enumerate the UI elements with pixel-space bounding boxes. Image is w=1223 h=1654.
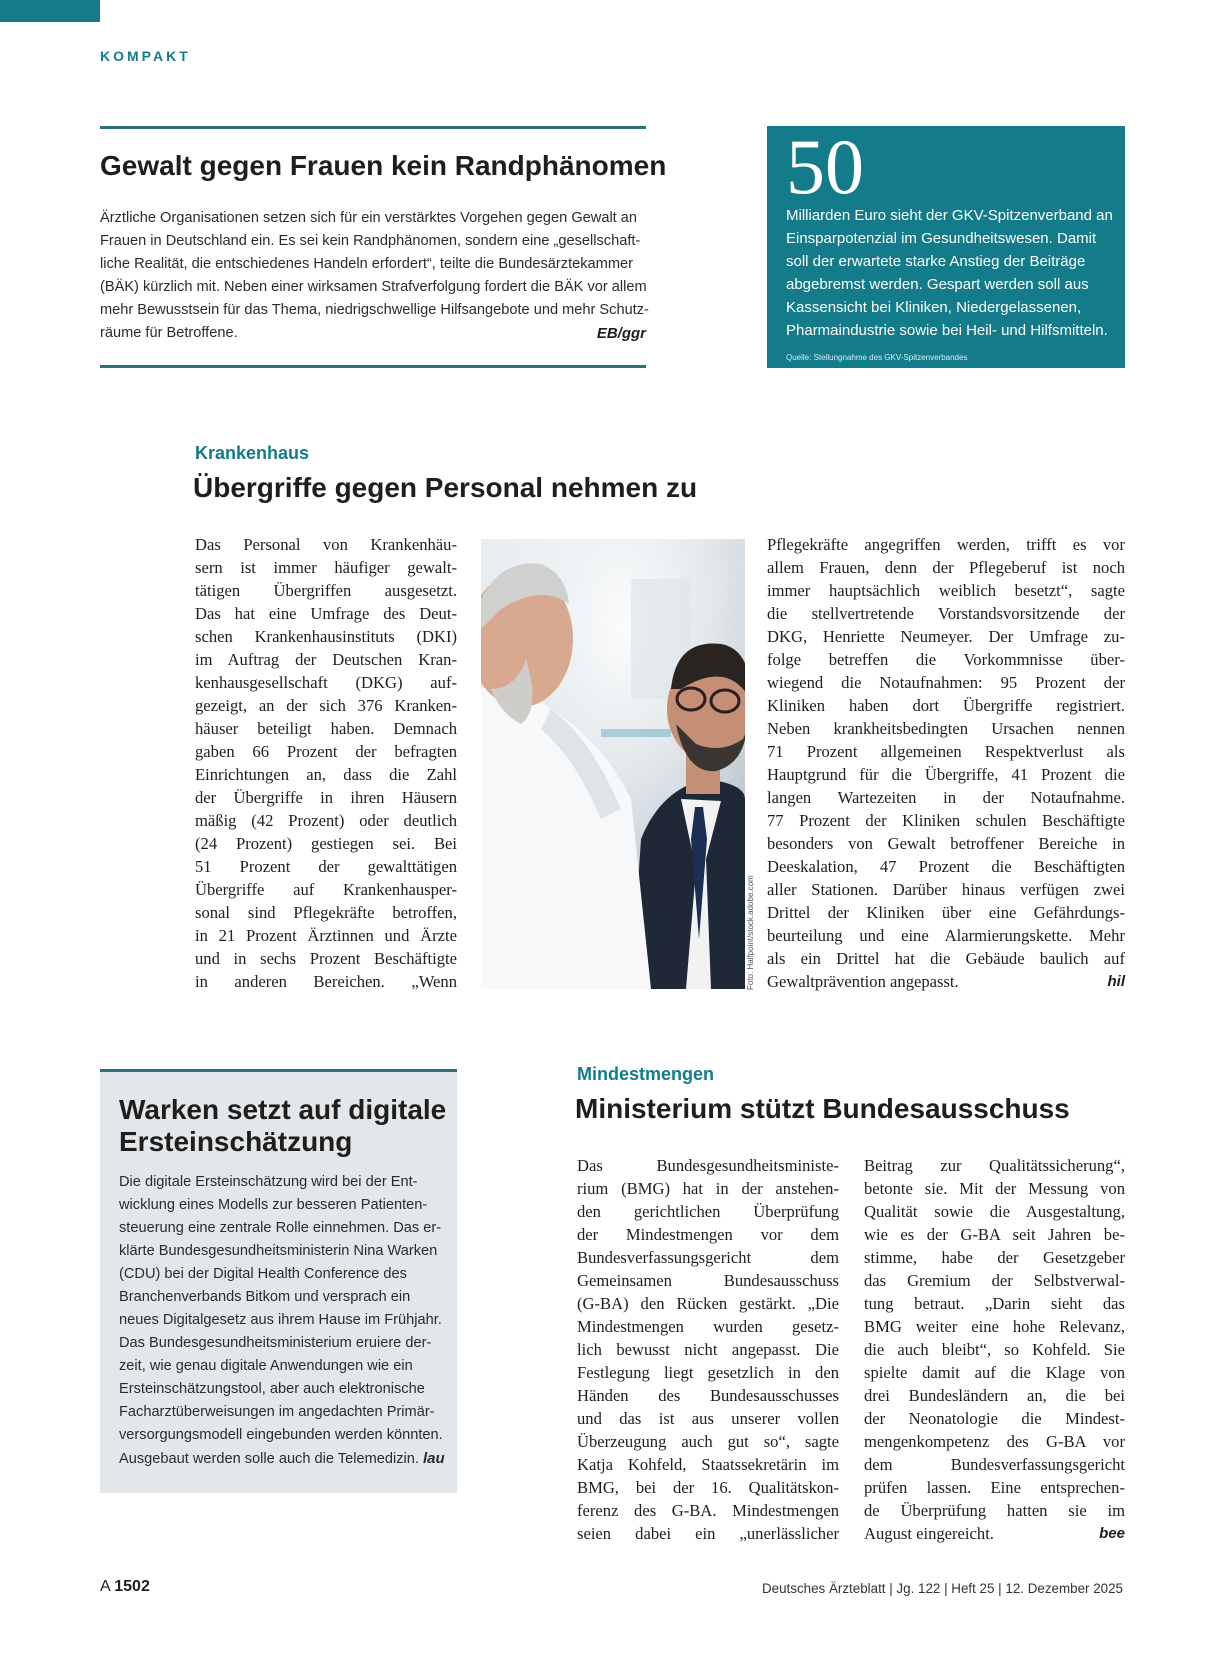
text-line: Beitrag zur Qualitätssicherung“, (864, 1156, 1125, 1175)
text-line: Kassensicht bei Kliniken, Niedergelassenen, (786, 299, 1082, 316)
text-line: gaben 66 Prozent der befragten (195, 742, 457, 761)
text-line: (24 Prozent) gestiegen sei. Bei (195, 834, 457, 853)
text-line: Branchenverbands Bitkom und versprach ein (119, 1289, 411, 1305)
text-line: mäßig (42 Prozent) oder deutlich (195, 811, 457, 830)
text-line: in 21 Prozent Ärztinnen und Ärzte (195, 926, 457, 945)
text-line: sern ist immer häufiger gewalt- (195, 558, 457, 577)
author-tag: hil (1107, 973, 1125, 990)
text-line: Einsparpotenzial im Gesundheitswesen. Damit (786, 230, 1097, 247)
text-line: sonal sind Pflegekräfte betroffen, (195, 903, 457, 922)
text-line: soll der erwartete starke Anstieg der Beiträge (786, 253, 1086, 270)
text-line: wiegend die Notaufnahmen: 95 Prozent der (767, 673, 1125, 692)
text-line: folge betreffen die Vorkommnisse über- (767, 650, 1125, 669)
page-number-value: 1502 (114, 1578, 150, 1595)
text-line: Drittel der Kliniken über eine Gefährdungs- (767, 903, 1125, 922)
text-line: der Mindestmengen vor dem (577, 1225, 839, 1244)
article-column-1 (577, 1154, 839, 1545)
article-title: Ministerium stützt Bundesausschuss (575, 1093, 1070, 1124)
text-line: der Übergriffe in ihren Häusern (195, 788, 457, 807)
text-line: Händen des Bundesausschusses (577, 1386, 839, 1405)
text-line: (CDU) bei der Digital Health Conference des (119, 1266, 407, 1282)
photo-illustration (481, 539, 745, 989)
text-line: Deeskalation, 47 Prozent die Beschäftigten (767, 857, 1125, 876)
stat-box (767, 123, 1125, 368)
text-line: 71 Prozent allgemeinen Respektverlust als (767, 742, 1125, 761)
text-line: klärte Bundesgesundheitsministerin Nina Warken (119, 1243, 438, 1259)
text-line: das Gremium der Selbstverwal- (864, 1271, 1125, 1290)
article-title (119, 1094, 446, 1158)
text-line: liche Realität, die entschiedenes Handeln erfordert“, teilte die Bundesärztekammer (100, 256, 633, 272)
section-label: KOMPAKT (100, 48, 191, 64)
text-line: de Überprüfung hatten sie im (864, 1501, 1125, 1520)
journal-citation: Deutsches Ärzteblatt | Jg. 122 | Heft 25 | 12. Dezember 2025 (761, 1581, 1123, 1596)
article-title: Übergriffe gegen Personal nehmen zu (193, 472, 698, 503)
text-line: Milliarden Euro sieht der GKV-Spitzenverband an (786, 207, 1113, 224)
text-line: spielte damit auf die Klage von (864, 1363, 1125, 1382)
text-line: Neben krankheitsbedingten Ursachen nennen (767, 719, 1125, 738)
text-line: Ersteinschätzungstool, aber auch elektronische (119, 1381, 425, 1397)
text-line: prüfen lassen. Eine entsprechen- (864, 1478, 1125, 1497)
text-line: in anderen Bereichen. „Wenn (195, 972, 457, 991)
text-line: Gemeinsamen Bundesausschuss (577, 1271, 839, 1290)
text-line: tätigen Übergriffen ausgesetzt. (195, 581, 457, 600)
title-line: Ersteinschätzung (119, 1126, 353, 1157)
text-line: immer hauptsächlich weiblich besetzt“, sagte (767, 581, 1125, 600)
text-line: besonders von Gewalt betroffener Bereiche in (767, 834, 1125, 853)
text-line: Überzeugung auch gut so“, sagte (577, 1432, 839, 1451)
text-line: Das Personal von Krankenhäu- (195, 535, 457, 554)
text-line: Mindestmengen wurden gesetz- (577, 1317, 839, 1336)
text-line: neues Digitalgesetz aus ihrem Hause im Frühjahr. (119, 1312, 442, 1328)
text-line: Einrichtungen an, dass die Zahl (195, 765, 457, 784)
text-line: beurteilung und eine Alarmierungskette. Mehr (767, 926, 1125, 945)
photo-doctors (481, 539, 745, 989)
text-line: Übergriffe auf Krankenhausper- (195, 880, 457, 899)
text-line: Gewaltprävention angepasst. (767, 972, 959, 991)
author-tag: EB/ggr (596, 325, 646, 342)
article-kicker: Krankenhaus (195, 443, 310, 463)
text-line: Qualität sowie die Ausgestaltung, (864, 1202, 1125, 1221)
page-number (100, 1578, 150, 1596)
text-line: BMG, bei der 16. Qualitätskon- (577, 1478, 839, 1497)
text-line: langen Wartezeiten in der Notaufnahme. (767, 788, 1125, 807)
text-line: Frauen in Deutschland ein. Es sei kein Randphänomen, sondern eine „gesellschaft- (100, 233, 641, 249)
text-fragment: Ausgebaut werden solle auch die Telemedizin. (119, 1451, 419, 1467)
author-tag: lau (422, 1450, 445, 1467)
text-line: Facharztüberweisungen im angedachten Primär- (119, 1404, 435, 1420)
text-line: Katja Kohfeld, Staatssekretärin im (577, 1455, 839, 1474)
article-body (100, 207, 649, 345)
text-line: der Neonatologie die Mindest- (864, 1409, 1125, 1428)
text-line: räume für Betroffene. (100, 325, 238, 341)
article-kicker: Mindestmengen (577, 1064, 715, 1084)
page-prefix: A (100, 1578, 110, 1595)
author-tag: bee (1099, 1525, 1125, 1542)
stat-source: Quelle: Stellungnahme des GKV-Spitzenverbandes (786, 353, 968, 362)
text-line: drei Bundesländern an, die bei (864, 1386, 1125, 1405)
text-line: als ein Drittel hat die Gebäude baulich auf (767, 949, 1125, 968)
text-line: die stellvertretende Vorstandsvorsitzende der (767, 604, 1125, 623)
text-line: und das ist aus unserer vollen (577, 1409, 839, 1428)
text-line: schen Krankenhausinstituts (DKI) (195, 627, 457, 646)
title-line: Warken setzt auf digitale (119, 1094, 447, 1125)
article-column-2 (864, 1154, 1125, 1545)
text-line (119, 1447, 445, 1471)
text-line: DKG, Henriette Neumeyer. Der Umfrage zu- (767, 627, 1125, 646)
article-title: Gewalt gegen Frauen kein Randphänomen (100, 150, 667, 181)
stat-number: 50 (786, 123, 864, 210)
text-line: Die digitale Ersteinschätzung wird bei der Ent- (119, 1174, 418, 1190)
text-line: dem Bundesverfassungsgericht (864, 1455, 1125, 1474)
text-line: zeit, wie genau digitale Anwendungen wie ein (119, 1358, 413, 1374)
text-line: 77 Prozent der Kliniken schulen Beschäftigte (767, 811, 1125, 830)
text-line: rium (BMG) hat in der anstehen- (577, 1179, 839, 1198)
text-line: häuser beteiligt haben. Demnach (195, 719, 457, 738)
text-line: Pflegekräfte angegriffen werden, trifft es vor (767, 535, 1125, 554)
text-line: gezeigt, an der sich 376 Kranken- (195, 696, 457, 715)
text-line: wicklung eines Modells zur besseren Patienten- (119, 1197, 428, 1213)
photo-credit: Foto: Halfpoint/stock.adobe.com (746, 875, 755, 990)
text-line: den gerichtlichen Überprüfung (577, 1202, 839, 1221)
article-warken-box (100, 1069, 457, 1493)
text-line: (G-BA) den Rücken gestärkt. „Die (577, 1294, 839, 1313)
text-line: kenhausgesellschaft (DKG) auf- (195, 673, 457, 692)
text-line: Das hat eine Umfrage des Deut- (195, 604, 457, 623)
text-line: Das Bundesgesundheitsministerium eruiere der- (119, 1335, 432, 1351)
text-line: stimme, habe der Gesetzgeber (864, 1248, 1125, 1267)
text-line: Ärztliche Organisationen setzen sich für ein verstärktes Vorgehen gegen Gewalt an (100, 210, 638, 226)
text-line: Pharmaindustrie sowie bei Heil- und Hilfsmitteln. (786, 322, 1108, 339)
text-line: mehr Bewusstsein für das Thema, niedrigschwellige Hilfsangebote und mehr Schutz- (100, 302, 649, 318)
text-line: Hauptgrund für die Übergriffe, 41 Prozent die (767, 765, 1125, 784)
text-line: 51 Prozent der gewalttätigen (195, 857, 457, 876)
stat-text (786, 204, 1116, 342)
article-body (119, 1171, 445, 1471)
text-line: versorgungsmodell eingebunden werden könnten. (119, 1427, 443, 1443)
text-line: steuerung eine zentrale Rolle einnehmen. Das er- (119, 1220, 442, 1236)
text-line: allem Frauen, denn der Pflegeberuf ist noch (767, 558, 1125, 577)
corner-accent-bar (0, 0, 100, 22)
text-line: mengenkompetenz des G-BA vor (864, 1432, 1125, 1451)
article-column-2 (767, 533, 1125, 993)
text-line: und in sechs Prozent Beschäftigte (195, 949, 457, 968)
text-line: im Auftrag der Deutschen Kran- (195, 650, 457, 669)
text-line: betonte sie. Mit der Messung von (864, 1179, 1125, 1198)
text-line: Kliniken haben dort Übergriffe registriert. (767, 696, 1125, 715)
text-line: wie es der G-BA seit Jahren be- (864, 1225, 1125, 1244)
text-line: lich bewusst nicht angepasst. Die (577, 1340, 839, 1359)
text-line: August eingereicht. (864, 1524, 994, 1543)
text-line: die auch bleibt“, so Kohfeld. Sie (864, 1340, 1125, 1359)
text-line: BMG weiter eine hohe Relevanz, (864, 1317, 1125, 1336)
text-line: Bundesverfassungsgericht dem (577, 1248, 839, 1267)
article-gewalt-frauen (100, 126, 667, 368)
text-line: Festlegung liegt gesetzlich in den (577, 1363, 839, 1382)
text-line: Das Bundesgesundheitsministe- (577, 1156, 839, 1175)
text-line: ferenz des G-BA. Mindestmengen (577, 1501, 839, 1520)
text-line: (BÄK) kürzlich mit. Neben einer wirksamen Strafverfolgung fordert die BÄK vor allem (100, 279, 647, 295)
text-line: aller Stationen. Darüber hinaus verfügen zwei (767, 880, 1125, 899)
text-line: seien dabei ein „unerlässlicher (577, 1524, 839, 1543)
article-column-1 (195, 533, 457, 993)
text-line: abgebremst werden. Gespart werden soll aus (786, 276, 1089, 293)
text-line: tung betraut. „Darin sieht das (864, 1294, 1125, 1313)
